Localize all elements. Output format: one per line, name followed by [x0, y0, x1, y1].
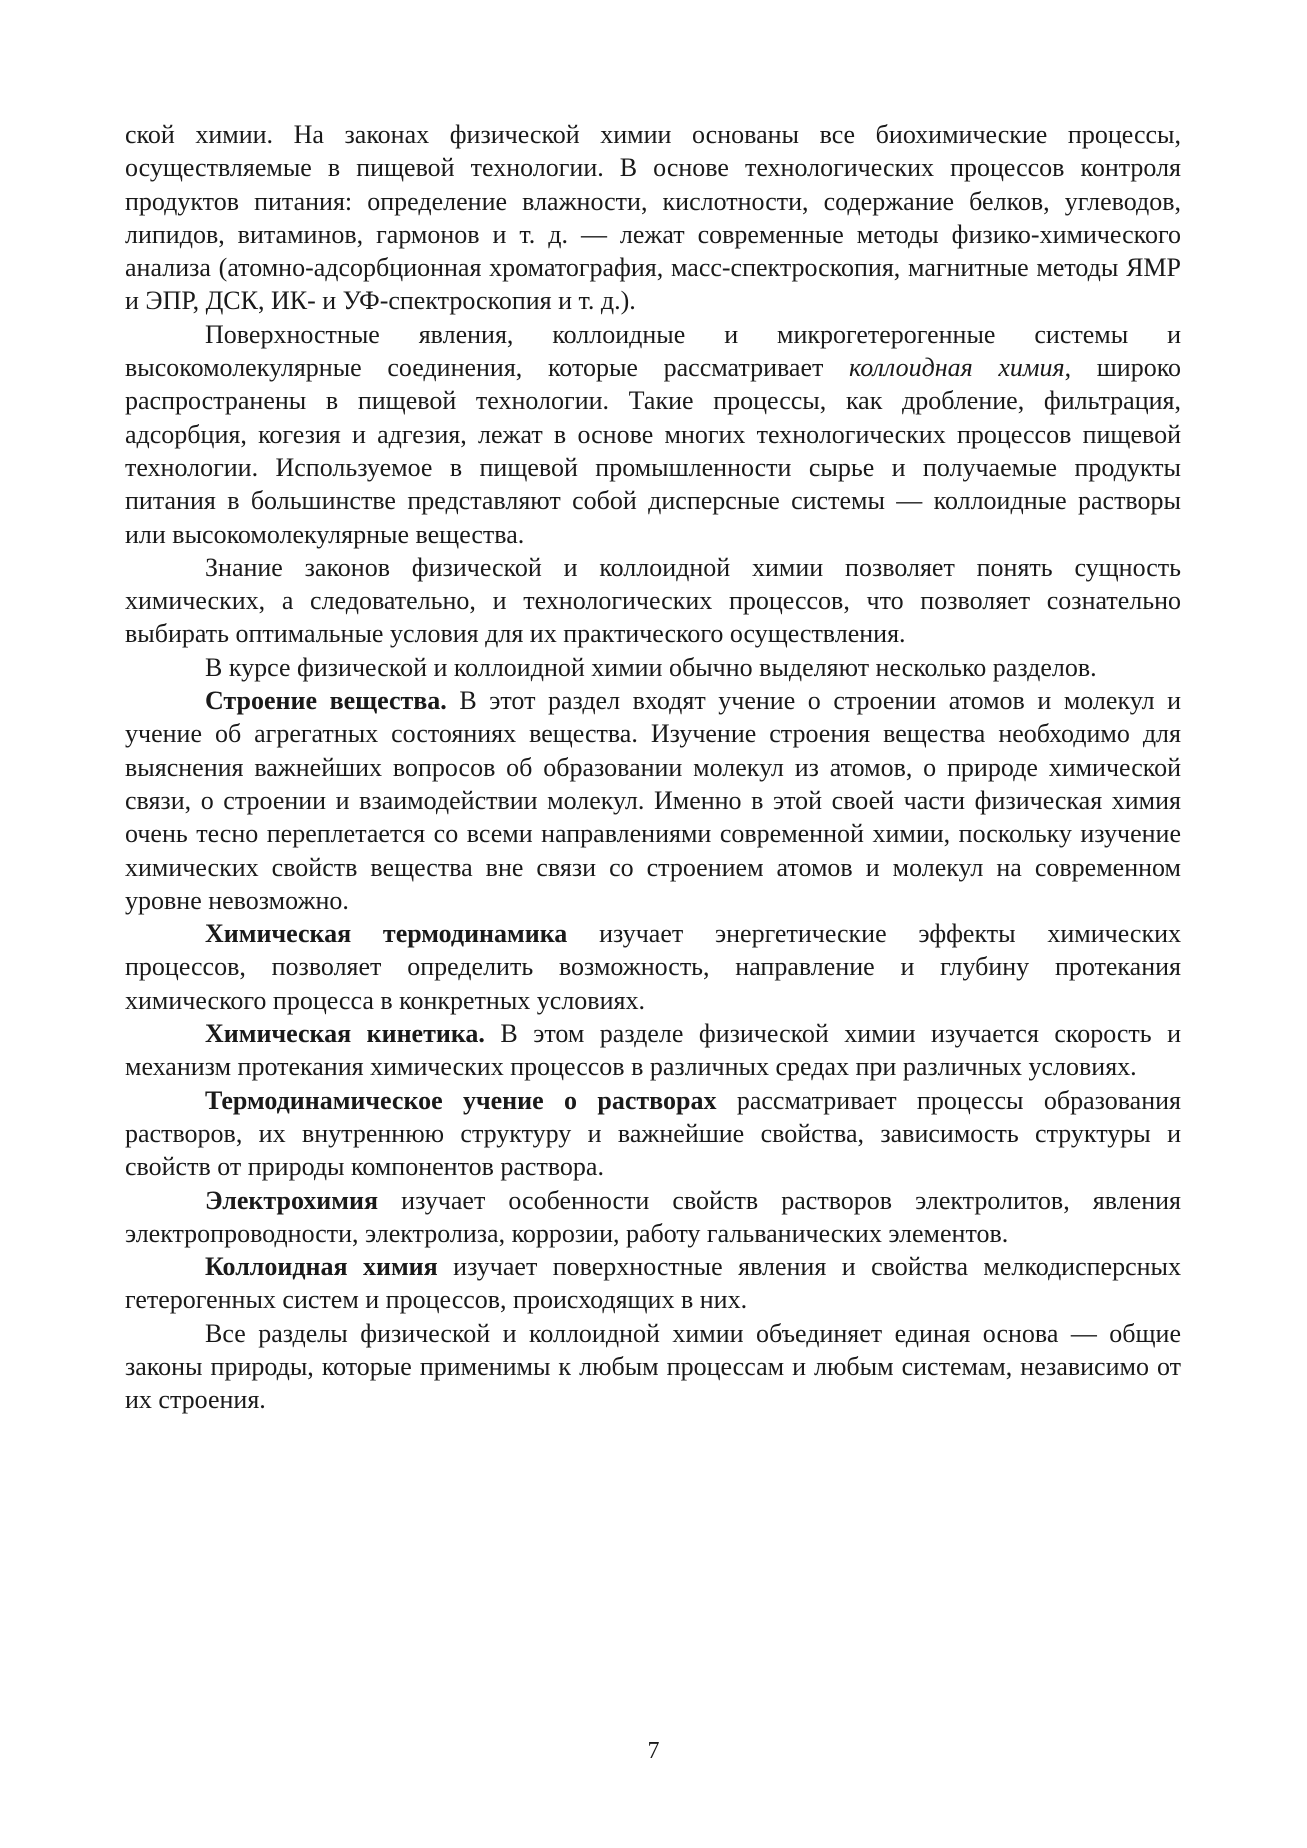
section-thermodynamics	[125, 917, 1181, 1017]
term-thermodynamics: Химическая термодинамика	[205, 919, 568, 949]
paragraph-3	[125, 551, 1181, 651]
section-structure-text: В этот раздел входят учение о строении атомов и молекул и учение об агрегатных состояниях вещества. Изучение строения вещества необходимо для выяснения важнейших вопросов об образовании молекул из атомов, о природе химической связи, о строении и взаимодействии молекул. Именно в этой своей части физическая химия очень тесно переплетается со всеми направлениями современной химии, поскольку изучение химических свойств вещества вне связи со строением атомов и молекул на современном уровне невозможно.	[125, 686, 1181, 915]
paragraph-1-text: ской химии. На законах физической химии основаны все биохимические процессы, осуществляемые в пищевой технологии. В основе технологических процессов контроля продуктов питания: определение влажности, кислотности, содержание белков, углеводов, липидов, витаминов, гармонов и т. д. — лежат современные методы физико-химического анализа (атомно-адсорбционная хроматография, масс-спектроскопия, магнитные методы ЯМР и ЭПР, ДСК, ИК- и УФ-спектроскопия и т. д.).	[125, 120, 1181, 316]
paragraph-2	[125, 318, 1181, 551]
section-kinetics	[125, 1017, 1181, 1084]
section-thermodynamics-text: изучает энергетические эффекты химических процессов, позволяет определить возможность, направление и глубину протекания химического процесса в конкретных условиях.	[125, 919, 1181, 1015]
section-structure-of-matter	[125, 684, 1181, 917]
paragraph-4-text: В курсе физической и коллоидной химии обычно выделяют несколько разделов.	[205, 652, 1097, 682]
section-solutions-text: рассматривает процессы образования растворов, их внутреннюю структуру и важнейшие свойства, зависимость структуры и свойств от природы компонентов раствора.	[125, 1085, 1181, 1182]
section-colloid-chemistry	[125, 1250, 1181, 1317]
term-electrochemistry: Электрохимия	[205, 1185, 379, 1215]
term-structure-of-matter: Строение вещества.	[205, 686, 447, 716]
section-kinetics-text: В этом разделе физической химии изучается скорость и механизм протекания химических процессов в различных средах при различных условиях.	[125, 1019, 1181, 1082]
term-colloid-chemistry: Коллоидная химия	[205, 1252, 438, 1282]
paragraph-conclusion-text: Все разделы физической и коллоидной химии объединяет единая основа — общие законы природы, которые применимы к любым процессам и любым системам, независимо от их строения.	[125, 1318, 1181, 1415]
paragraph-2-text: , широко распространены в пищевой технологии. Такие процессы, как дробление, фильтрация, адсорбция, когезия и адгезия, лежат в основе многих технологических процессов пищевой технологии. Используемое в пищевой промышленности сырье и получаемые продукты питания в большинстве представляют собой дисперсные системы — коллоидные растворы или высокомолекулярные вещества.	[125, 353, 1182, 549]
paragraph-3-text: Знание законов физической и коллоидной химии позволяет понять сущность химических, а следовательно, и технологических процессов, что позволяет сознательно выбирать оптимальные условия для их практического осуществления.	[125, 552, 1181, 649]
term-solutions: Термодинамическое учение о растворах	[205, 1085, 717, 1115]
paragraph-2-lead: Поверхностные явления, коллоидные и микрогетерогенные системы и высокомолекулярные соединения, которые рассматривает	[125, 319, 1181, 383]
section-electrochemistry-text: изучает особенности свойств растворов электролитов, явления электропроводности, электролиза, коррозии, работу гальванических элементов.	[125, 1185, 1181, 1248]
term-colloid-chemistry-italic: коллоидная химия	[849, 353, 1065, 383]
paragraph-conclusion	[125, 1317, 1181, 1417]
page-number: 7	[647, 1738, 660, 1764]
paragraph-4	[125, 651, 1181, 684]
term-kinetics: Химическая кинетика.	[205, 1019, 485, 1049]
body-text	[125, 118, 1181, 1417]
section-electrochemistry	[125, 1184, 1181, 1251]
section-solutions	[125, 1084, 1181, 1184]
paragraph-1	[125, 118, 1181, 318]
section-colloid-text: изучает поверхностные явления и свойства мелкодисперсных гетерогенных систем и процессов, происходящих в них.	[125, 1252, 1182, 1315]
